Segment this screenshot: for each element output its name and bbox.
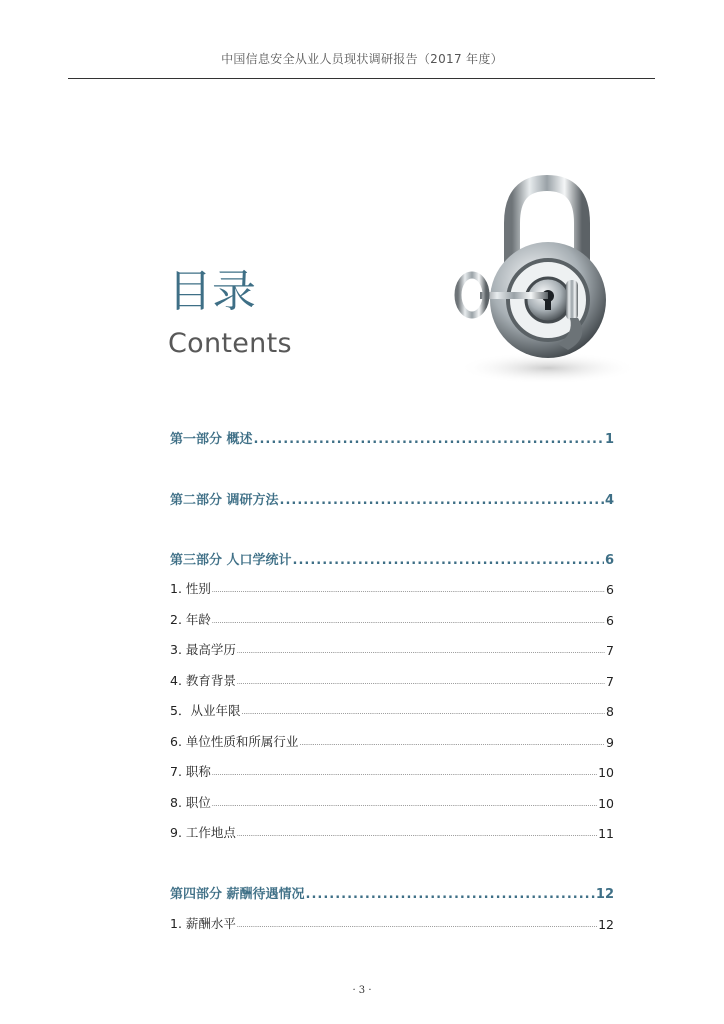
toc-entry-item-8[interactable] xyxy=(170,793,614,811)
toc-entry-item-5[interactable] xyxy=(170,701,614,719)
toc-entry-label: 3. 最高学历 xyxy=(170,642,236,657)
dot-leader xyxy=(237,831,597,838)
toc-entry-page: 8 xyxy=(606,704,614,719)
toc-entry-section-4[interactable] xyxy=(170,883,614,902)
toc-entry-label: 5．从业年限 xyxy=(170,703,241,718)
toc-entry-page: 4 xyxy=(604,493,614,508)
toc-title-chinese: 目录 xyxy=(168,266,256,317)
padlock-icon xyxy=(440,168,645,393)
toc-entry-page: 6 xyxy=(606,613,614,628)
toc-entry-page: 1 xyxy=(604,432,614,447)
toc-entry-label: 9. 工作地点 xyxy=(170,825,236,840)
toc-entry-page: 7 xyxy=(606,643,614,658)
toc-entry-item-2[interactable] xyxy=(170,610,614,628)
toc-title-english: Contents xyxy=(168,328,292,359)
dot-leader xyxy=(241,709,605,716)
header-divider xyxy=(68,78,655,79)
page-number: · 3 · xyxy=(352,985,372,996)
toc-entry-label: 8. 职位 xyxy=(170,795,211,810)
dot-leader xyxy=(237,679,605,686)
toc-entry-label: 4. 教育背景 xyxy=(170,673,236,688)
toc-entry-label: 第二部分 调研方法 xyxy=(170,493,279,508)
toc-entry-item-10[interactable] xyxy=(170,914,614,932)
dot-leader xyxy=(280,493,604,508)
toc-entry-label: 第一部分 概述 xyxy=(170,432,253,447)
toc-entry-page: 9 xyxy=(606,735,614,750)
toc-entry-label: 6. 单位性质和所属行业 xyxy=(170,734,299,749)
toc-entry-page: 10 xyxy=(598,796,614,811)
toc-entry-section-3[interactable] xyxy=(170,549,614,568)
toc-entry-label: 7. 职称 xyxy=(170,764,211,779)
dot-leader xyxy=(299,740,605,747)
toc-entry-item-3[interactable] xyxy=(170,640,614,658)
dot-leader xyxy=(237,922,597,929)
toc-entry-page: 6 xyxy=(604,553,614,568)
toc-entry-page: 11 xyxy=(598,826,614,841)
dot-leader xyxy=(237,648,605,655)
toc-entry-item-6[interactable] xyxy=(170,732,614,750)
running-header: 中国信息安全从业人员现状调研报告（2017 年度） xyxy=(221,52,503,66)
toc-entry-page: 6 xyxy=(606,582,614,597)
toc-entry-label: 1. 性别 xyxy=(170,581,211,596)
toc-entry-item-4[interactable] xyxy=(170,671,614,689)
toc-entry-label: 1. 薪酬水平 xyxy=(170,916,236,931)
toc-entry-page: 12 xyxy=(598,917,614,932)
toc-entry-label: 2. 年龄 xyxy=(170,612,211,627)
dot-leader xyxy=(212,618,605,625)
toc-entry-item-1[interactable] xyxy=(170,579,614,597)
toc-entry-item-9[interactable] xyxy=(170,823,614,841)
toc-entry-page: 10 xyxy=(598,765,614,780)
dot-leader xyxy=(293,553,604,568)
dot-leader xyxy=(212,770,597,777)
toc-entry-page: 12 xyxy=(595,887,614,902)
dot-leader xyxy=(212,587,605,594)
dot-leader xyxy=(306,887,595,902)
toc-entry-section-1[interactable] xyxy=(170,428,614,447)
dot-leader xyxy=(254,432,604,447)
toc-entry-page: 7 xyxy=(606,674,614,689)
toc-entry-item-7[interactable] xyxy=(170,762,614,780)
toc-entry-label: 第三部分 人口学统计 xyxy=(170,553,292,568)
dot-leader xyxy=(212,801,597,808)
toc-entry-label: 第四部分 薪酬待遇情况 xyxy=(170,887,305,902)
toc-entry-section-2[interactable] xyxy=(170,489,614,508)
